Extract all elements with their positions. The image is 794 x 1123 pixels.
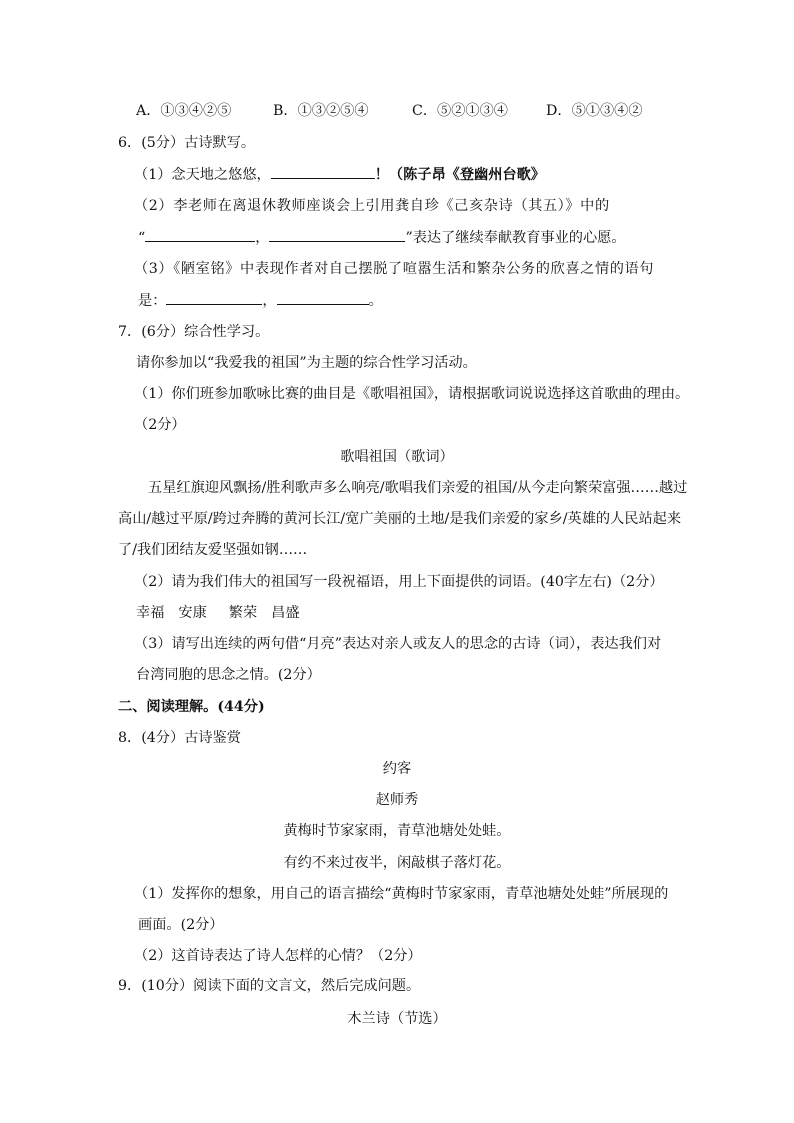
q7-intro: 请你参加以“我爱我的祖国”为主题的综合性学习活动。 <box>136 355 477 371</box>
open-quote: “ <box>138 230 146 246</box>
option-c: C．⑤②①③④ <box>412 103 508 119</box>
q6-part2-line2 <box>138 227 626 248</box>
q6-part3-before: 是： <box>138 293 167 309</box>
lyrics-line-2: 高山/越过平原/跨过奔腾的黄河长江/宽广美丽的土地/是我们亲爱的家乡/英雄的人民站起来 <box>118 511 682 527</box>
q7-title: 7．(6分）综合性学习。 <box>118 324 270 340</box>
option-d: D．⑤①③④② <box>546 103 643 119</box>
q6-part1-before: （1）念天地之悠悠， <box>134 167 271 183</box>
q6-part2-after: ”表达了继续奉献教育事业的心愿。 <box>405 230 626 246</box>
q6-part3-line2 <box>138 290 383 311</box>
section-heading: 二、阅读理解。(44分) <box>118 699 265 715</box>
word-item: 繁荣 <box>228 605 258 621</box>
comma: ， <box>262 293 277 309</box>
text-title: 木兰诗（节选） <box>347 1011 447 1027</box>
q8-part2: （2）这首诗表达了诗人怎样的心情？（2分） <box>134 948 422 964</box>
poem-title: 约客 <box>382 761 412 777</box>
answer-blank <box>277 290 369 305</box>
q6-part1 <box>134 164 545 185</box>
word-item: 昌盛 <box>271 605 300 621</box>
q7-part3-line2: 台湾同胞的思念之情。(2分） <box>136 667 321 683</box>
q8-title: 8．(4分）古诗鉴赏 <box>118 730 241 746</box>
word-item: 幸福 <box>136 605 165 621</box>
q6-part3-line1: （3）《陋室铭》中表现作者对自己摆脱了喧嚣生活和繁杂公务的欣喜之情的语句 <box>134 261 655 277</box>
poem-line-1: 黄梅时节家家雨，青草池塘处处蛙。 <box>283 823 511 839</box>
answer-blank <box>269 227 405 242</box>
q8-part1-line2: 画面。(2分） <box>138 917 224 933</box>
q7-part3-line1: （3）请写出连续的两句借“月亮”表达对亲人或友人的思念的古诗（词），表达我们对 <box>134 636 662 652</box>
option-a: A．①③④②⑤ <box>136 103 232 119</box>
q8-part1-line1: （1）发挥你的想象，用自己的语言描绘“黄梅时节家家雨，青草池塘处处蛙”所展现的 <box>134 886 669 902</box>
song-title: 歌唱祖国（歌词） <box>340 449 454 465</box>
lyrics-line-3: 了/我们团结友爱坚强如钢…… <box>118 542 308 558</box>
word-item: 安康 <box>178 605 207 621</box>
answer-blank <box>145 227 255 242</box>
q6-part1-after: ！（陈子昂《登幽州台歌》 <box>374 167 545 183</box>
q6-part2-line1: （2）李老师在离退休教师座谈会上引用龚自珍《己亥杂诗（其五）》中的 <box>134 198 610 214</box>
answer-blank <box>166 290 262 305</box>
q7-part1: （1）你们班参加歌咏比赛的曲目是《歌唱祖国》，请根据歌词说说选择这首歌曲的理由。 <box>134 386 690 402</box>
poem-author: 赵师秀 <box>375 792 419 808</box>
period: 。 <box>368 293 383 309</box>
lyrics-line-1: 五星红旗迎风飘扬/胜利歌声多么响亮/歌唱我们亲爱的祖国/从今走向繁荣富强……越过 <box>148 480 688 496</box>
poem-line-2: 有约不来过夜半，闲敲棋子落灯花。 <box>283 855 511 871</box>
q7-part2: （2）请为我们伟大的祖国写一段祝福语，用上下面提供的词语。(40字左右)（2分） <box>134 574 664 590</box>
comma: ， <box>255 230 270 246</box>
q9-title: 9．(10分）阅读下面的文言文，然后完成问题。 <box>118 978 421 994</box>
q7-part1-score: （2分） <box>134 417 186 433</box>
option-b: B．①③②⑤④ <box>273 103 369 119</box>
answer-blank <box>271 164 375 179</box>
q6-title: 6．(5分）古诗默写。 <box>118 135 256 151</box>
word-list <box>136 603 300 623</box>
